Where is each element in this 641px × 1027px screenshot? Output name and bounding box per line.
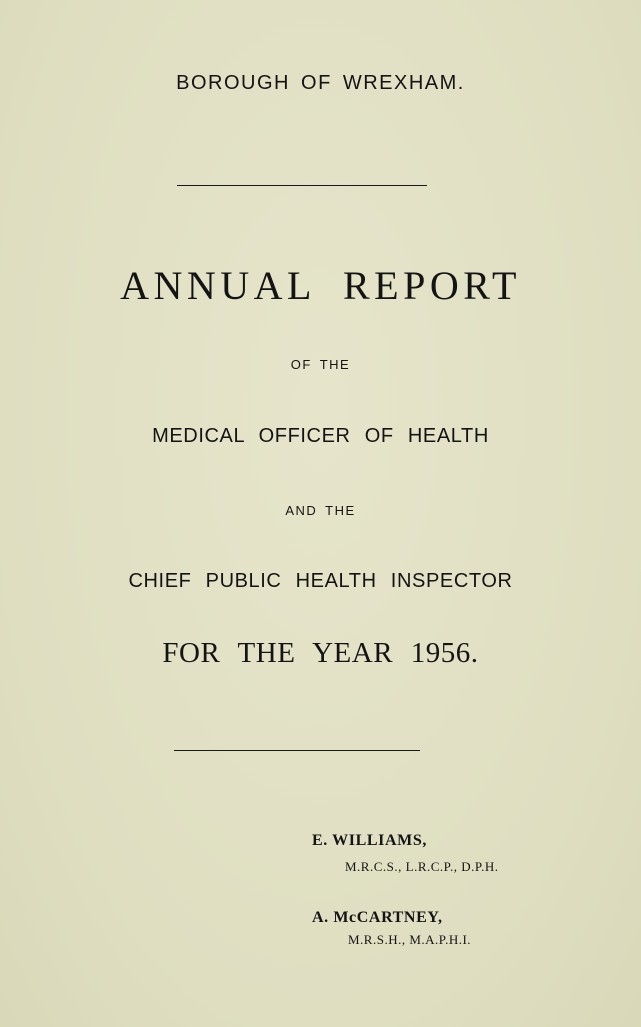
and-the-text: AND THE xyxy=(285,503,356,518)
medical-officer-heading: MEDICAL OFFICER OF HEALTH xyxy=(152,425,489,447)
top-divider xyxy=(177,185,427,186)
signatory-qualifications: M.R.C.S., L.R.C.P., D.P.H. xyxy=(345,859,499,874)
borough-heading: BOROUGH OF WREXHAM. xyxy=(176,72,465,94)
chief-inspector-heading: CHIEF PUBLIC HEALTH INSPECTOR xyxy=(128,570,513,592)
report-year: FOR THE YEAR 1956. xyxy=(162,637,479,669)
of-the-text: OF THE xyxy=(290,357,351,372)
signatory-name: E. WILLIAMS, xyxy=(312,832,427,849)
signatory-qualifications: M.R.S.H., M.A.P.H.I. xyxy=(348,932,472,947)
signatory-name: A. McCARTNEY, xyxy=(312,909,443,926)
report-title: ANNUAL REPORT xyxy=(120,263,521,308)
bottom-divider xyxy=(174,750,420,751)
